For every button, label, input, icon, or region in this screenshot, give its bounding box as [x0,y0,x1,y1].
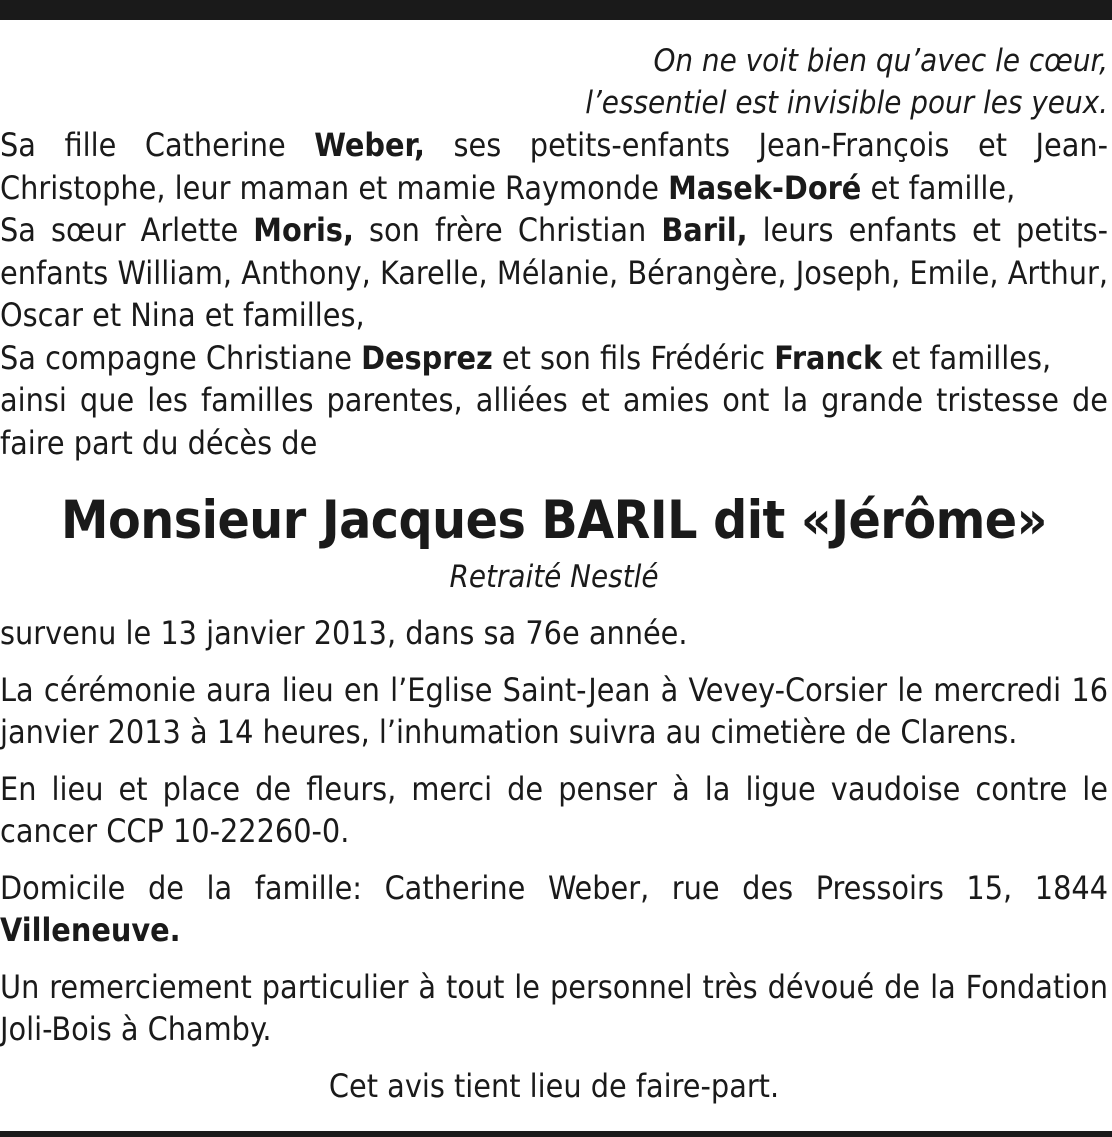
text-span: et famille, [861,168,1016,207]
family-paragraph-relatives: ainsi que les familles parentes, alliées et amies ont la grande tristesse de faire part du décès de [0,381,1108,462]
text-span: Sa compagne Christiane [0,338,362,377]
family-paragraph-companion [0,337,1108,380]
text-span: Sa fille Catherine [0,126,315,164]
epigraph-line-1: On ne voit bien qu’avec le cœur, [653,43,1108,79]
family-paragraph-daughter [0,124,1108,209]
text-span: Sa sœur Arlette [0,211,254,249]
top-rule [0,0,1112,20]
surname-baril: Baril, [661,211,748,249]
domicile-address: Domicile de la famille: Catherine Weber, rue des Pressoirs 15, 1844 [0,868,1108,907]
surname-desprez: Desprez [361,338,493,377]
text-span: ses petits-enfants Jean-François et Jean-Christophe, leur maman et mamie Raymonde [0,126,1109,207]
epigraph [0,40,1108,124]
family-paragraph-siblings [0,209,1108,337]
ceremony-info: La cérémonie aura lieu en l’Eglise Saint-Jean à Vevey-Corsier le mercredi 16 janvier 2013 à 14 heures, l’inhumation suivra au cimetière de Clarens. [0,670,1108,751]
text-span: et son fils Frédéric [492,338,775,377]
text-span: son frère Christian [353,211,662,249]
thanks-note: Un remerciement particulier à tout le personnel très dévoué de la Fondation Joli-Bois à Chamby. [0,967,1108,1048]
family-announcement [0,124,1108,464]
surname-weber: Weber, [314,126,425,164]
text-span: et familles, [882,338,1052,377]
surname-moris: Moris, [253,211,354,249]
domicile-city: Villeneuve. [0,911,181,949]
bottom-rule [0,1131,1112,1137]
deceased-role: Retraité Nestlé [449,559,659,595]
death-date: survenu le 13 janvier 2013, dans sa 76e année. [0,614,688,652]
text-span: leurs enfants et petits-enfants William, Anthony, Karelle, Mélanie, Bérangère, Joseph, Emile, Arthur, Oscar et Nina et familles, [0,211,1109,334]
flowers-info: En lieu et place de fleurs, merci de penser à la ligue vaudoise contre le cancer CCP 10-22260-0. [0,769,1108,850]
deceased-name: Monsieur Jacques BARIL dit «Jérôme» [61,490,1047,551]
family-domicile [0,867,1108,952]
epigraph-line-2: l’essentiel est invisible pour les yeux. [585,85,1108,121]
surname-masek-dore: Masek-Doré [668,168,862,207]
obituary-notice [0,40,1108,1107]
closing-note: Cet avis tient lieu de faire-part. [328,1066,780,1105]
surname-franck: Franck [774,338,883,377]
